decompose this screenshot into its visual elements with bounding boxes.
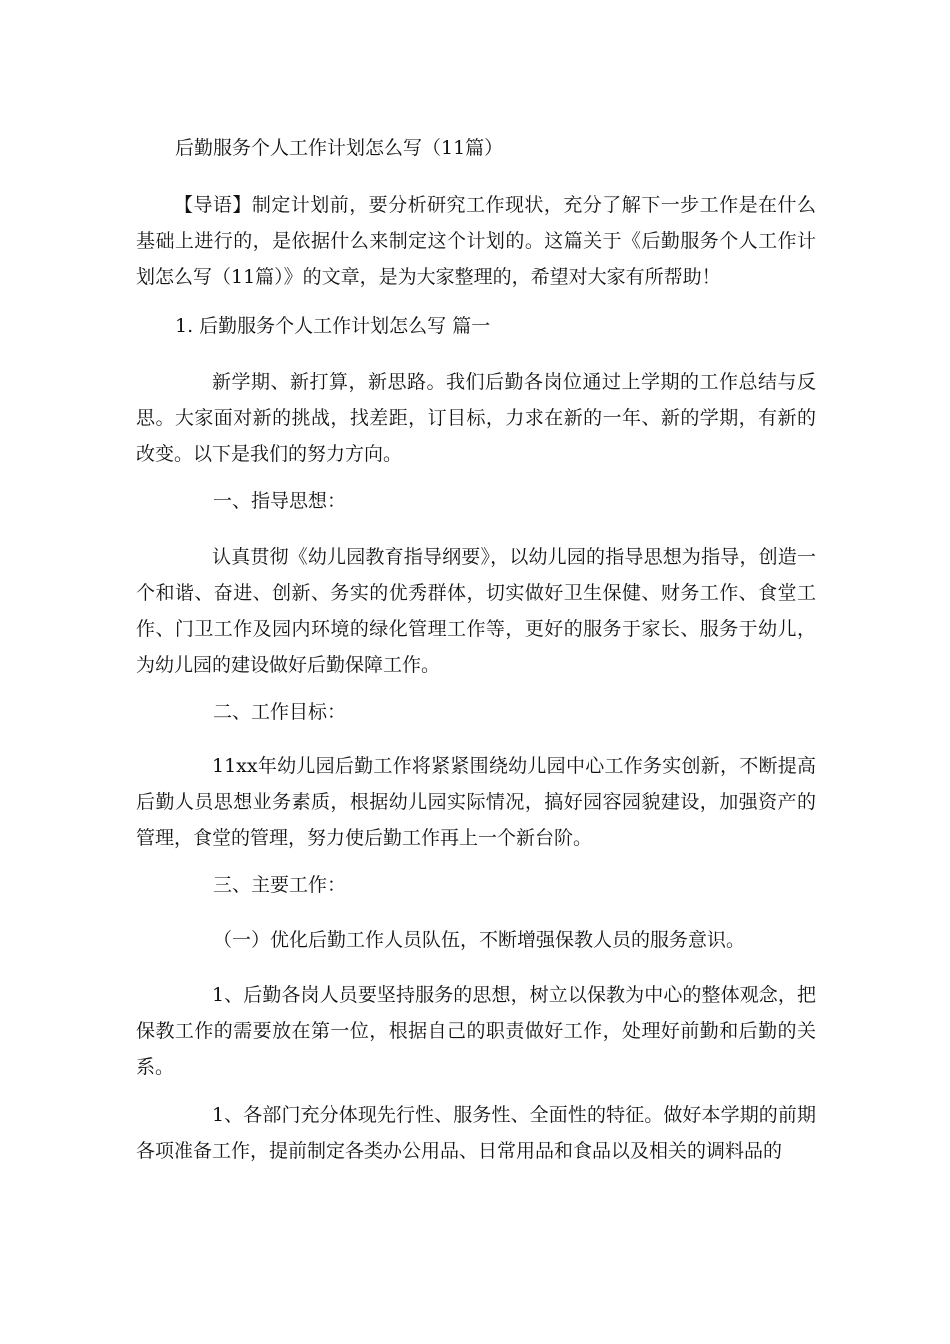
heading-main-work: 三、主要工作： bbox=[213, 874, 347, 896]
item-paragraph-1a: 1、后勤各岗人员要坚持服务的思想，树立以保教为中心的整体观念，把保教工作的需要放在第一位，根据自己的职责做好工作，处理好前勤和后勤的关系。 bbox=[136, 984, 816, 1078]
section-heading-1: 1. 后勤服务个人工作计划怎么写 篇一 bbox=[175, 315, 491, 337]
goals-paragraph: 11xx年幼儿园后勤工作将紧紧围绕幼儿园中心工作务实创新，不断提高后勤人员思想业务素质，根据幼儿园实际情况，搞好园容园貌建设，加强资产的管理，食堂的管理，努力使后勤工作再上一个新台阶。 bbox=[136, 755, 816, 849]
document-title: 后勤服务个人工作计划怎么写（11篇） bbox=[175, 137, 504, 159]
heading-guiding-thought: 一、指导思想： bbox=[213, 490, 347, 512]
item-paragraph-1b: 1、各部门充分体现先行性、服务性、全面性的特征。做好本学期的前期各项准备工作，提前制定各类办公用品、日常用品和食品以及相关的调料品的 bbox=[136, 1104, 816, 1162]
guiding-paragraph: 认真贯彻《幼儿园教育指导纲要》，以幼儿园的指导思想为指导，创造一个和谐、奋进、创新、务实的优秀群体，切实做好卫生保健、财务工作、食堂工作、门卫工作及园内环境的绿化管理工作等，更好的服务于家长、服务于幼儿，为幼儿园的建设做好后勤保障工作。 bbox=[136, 546, 816, 676]
subheading-optimize-team: （一）优化后勤工作人员队伍，不断增强保教人员的服务意识。 bbox=[213, 929, 746, 951]
intro-paragraph: 【导语】制定计划前，要分析研究工作现状，充分了解下一步工作是在什么基础上进行的，是依据什么来制定这个计划的。这篇关于《后勤服务个人工作计划怎么写（11篇）》的文章，是为大家整理的，希望对大家有所帮助！ bbox=[136, 194, 816, 288]
heading-work-goals: 二、工作目标： bbox=[213, 701, 347, 723]
opening-paragraph: 新学期、新打算，新思路。我们后勤各岗位通过上学期的工作总结与反思。大家面对新的挑战，找差距，订目标，力求在新的一年、新的学期，有新的改变。以下是我们的努力方向。 bbox=[136, 371, 816, 465]
